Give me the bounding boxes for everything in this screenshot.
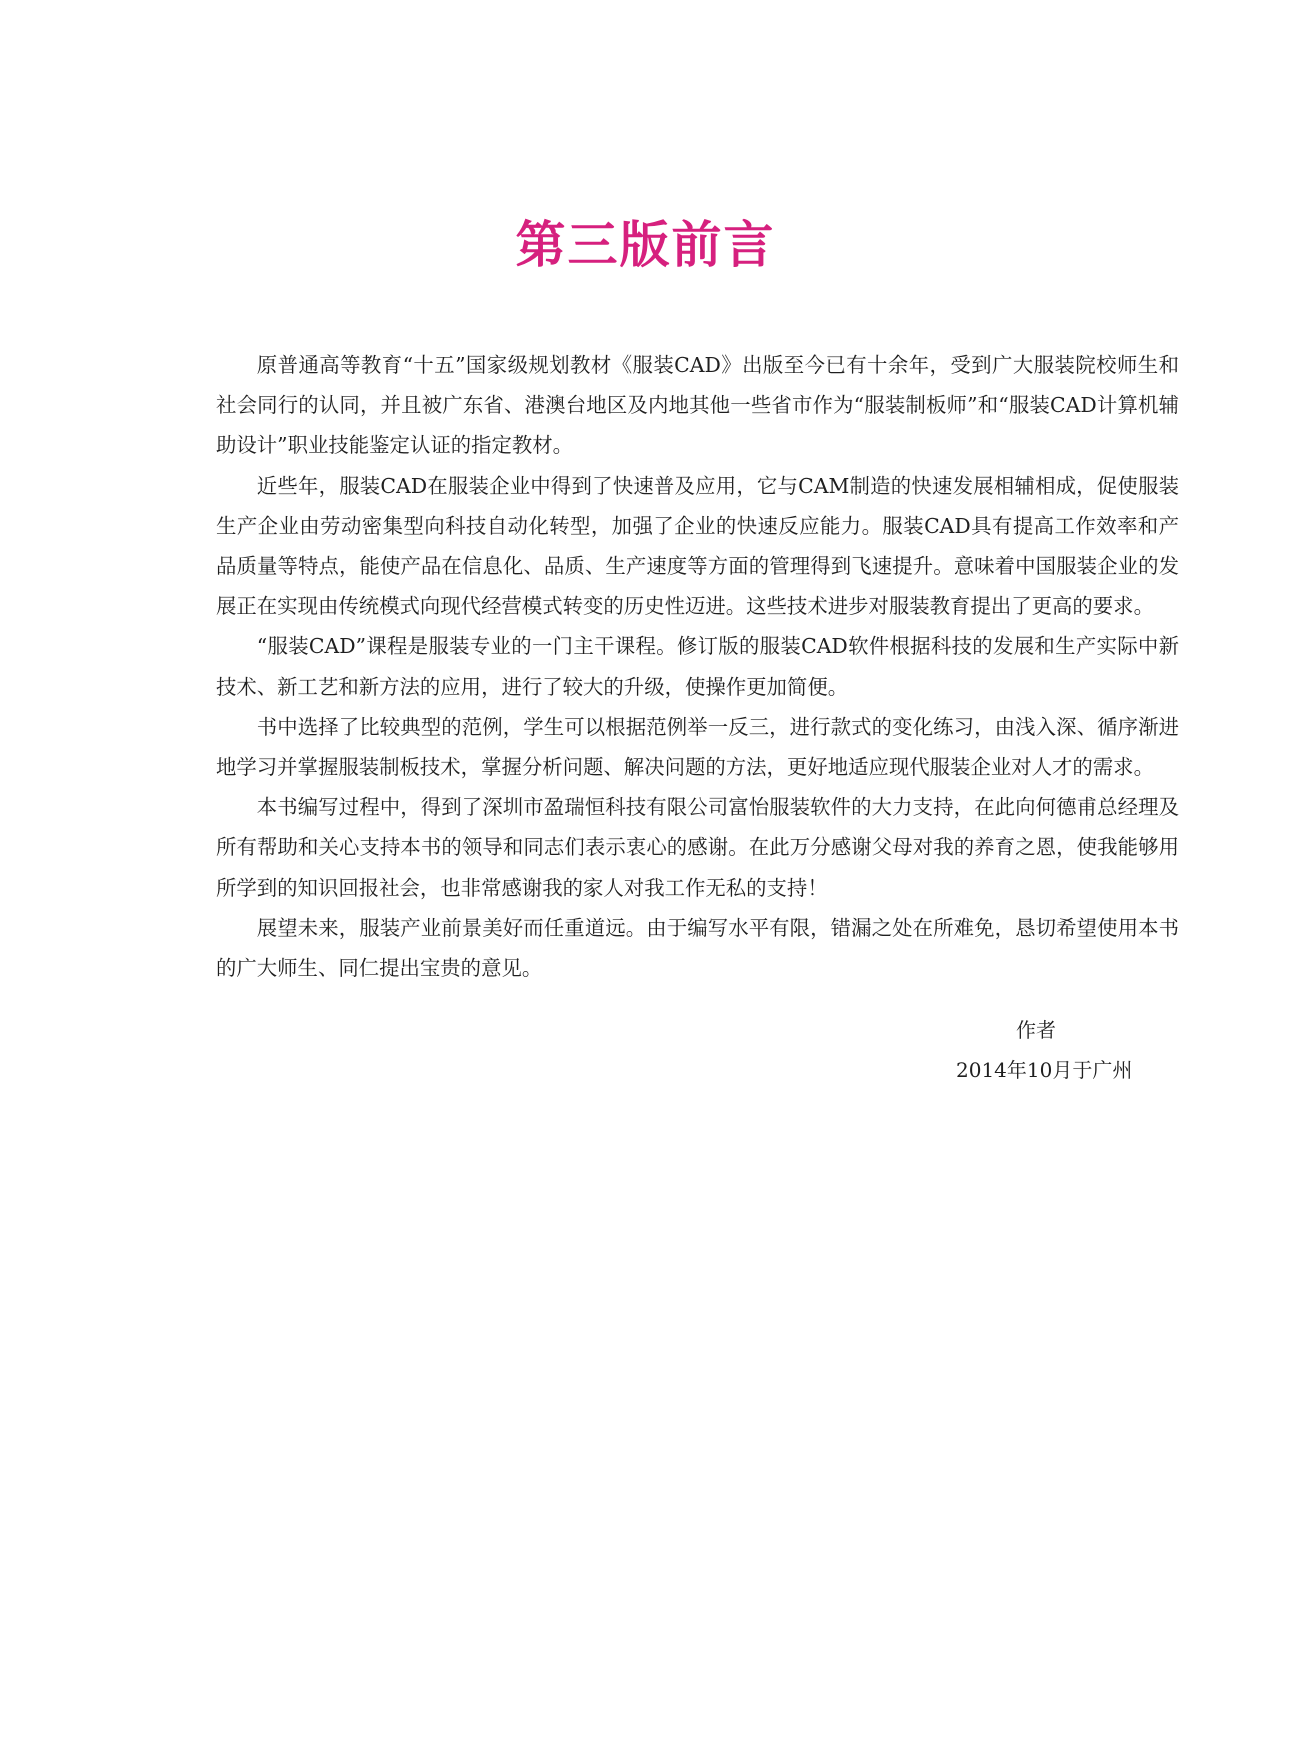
paragraph-5: 本书编写过程中，得到了深圳市盈瑞恒科技有限公司富怡服装软件的大力支持，在此向何德甫总经理及所有帮助和关心支持本书的领导和同志们表示衷心的感谢。在此万分感谢父母对我的养育之恩，使我能够用所学到的知识回报社会，也非常感谢我的家人对我工作无私的支持！ bbox=[216, 795, 1179, 900]
paragraph-4: 书中选择了比较典型的范例，学生可以根据范例举一反三，进行款式的变化练习，由浅入深、循序渐进地学习并掌握服装制板技术，掌握分析问题、解决问题的方法，更好地适应现代服装企业对人才的需求。 bbox=[216, 714, 1179, 780]
page-title: 第三版前言 bbox=[515, 215, 776, 274]
paragraph-6: 展望未来，服装产业前景美好而任重道远。由于编写水平有限，错漏之处在所难免，恳切希望使用本书的广大师生、同仁提出宝贵的意见。 bbox=[216, 915, 1179, 981]
paragraph-3: “服装CAD”课程是服装专业的一门主干课程。修订版的服装CAD软件根据科技的发展和生产实际中新技术、新工艺和新方法的应用，进行了较大的升级，使操作更加简便。 bbox=[216, 634, 1179, 699]
signature-block bbox=[900, 1010, 1200, 1090]
signature-author: 作者 bbox=[1016, 1018, 1056, 1042]
paragraph-2: 近些年，服装CAD在服装企业中得到了快速普及应用，它与CAM制造的快速发展相辅相成，促使服装生产企业由劳动密集型向科技自动化转型，加强了企业的快速反应能力。服装CAD具有提高工作效率和产品质量等特点，能使产品在信息化、品质、生产速度等方面的管理得到飞速提升。意味着中国服装企业的发展正在实现由传统模式向现代经营模式转变的历史性迈进。这些技术进步对服装教育提出了更高的要求。 bbox=[216, 473, 1179, 619]
preface-body bbox=[216, 345, 1179, 988]
paragraph-1: 原普通高等教育“十五”国家级规划教材《服装CAD》出版至今已有十余年，受到广大服装院校师生和社会同行的认同，并且被广东省、港澳台地区及内地其他一些省市作为“服装制板师”和“服装CAD计算机辅助设计”职业技能鉴定认证的指定教材。 bbox=[216, 353, 1179, 458]
signature-date: 2014年10月于广州 bbox=[956, 1058, 1133, 1082]
